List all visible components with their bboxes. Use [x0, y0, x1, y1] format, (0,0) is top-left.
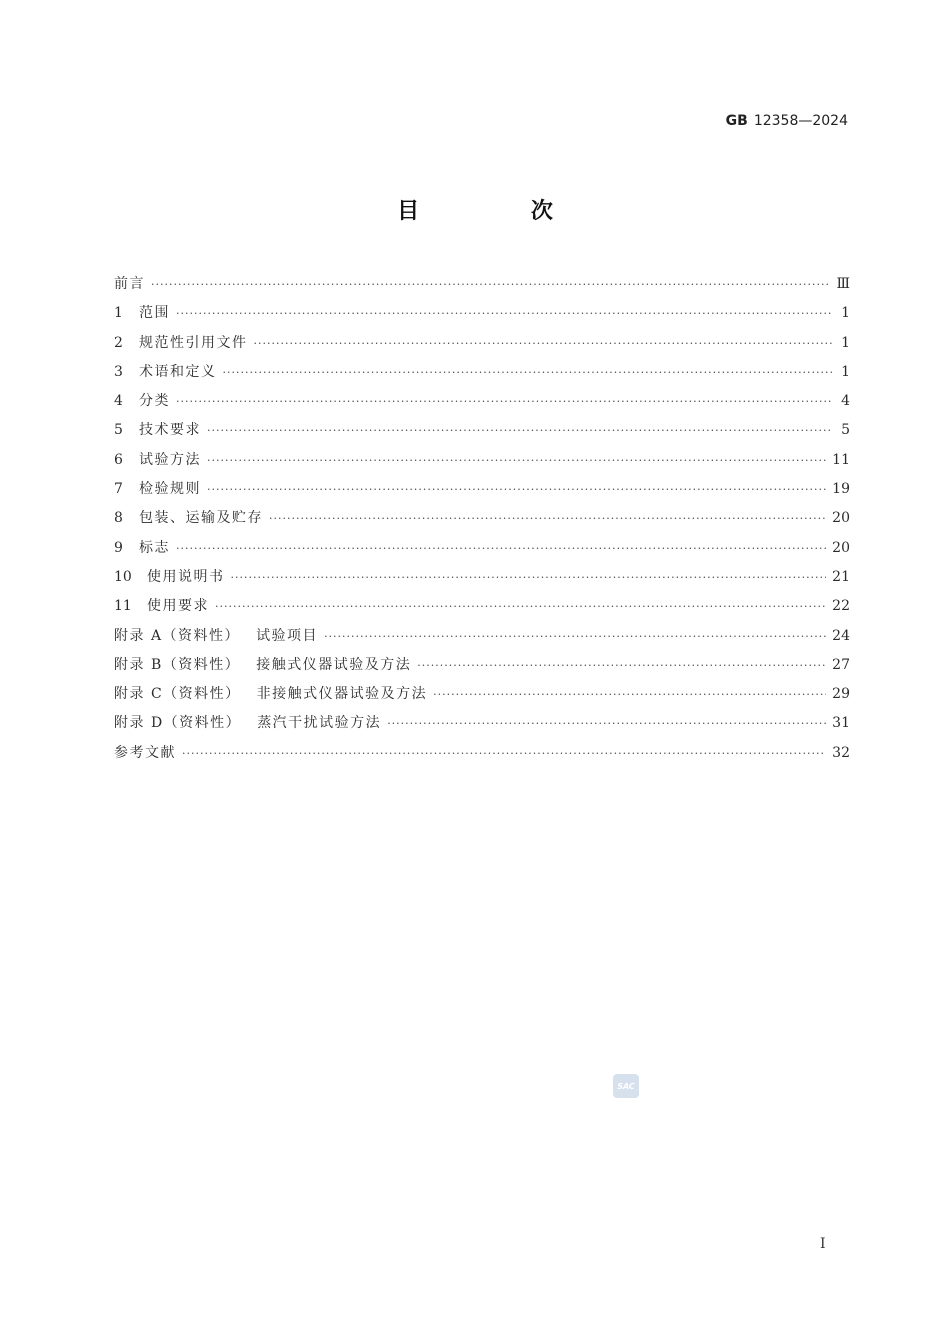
- toc-entry-label: 使用说明书: [147, 568, 225, 585]
- toc-entry-number: 6: [114, 451, 123, 468]
- toc-entry-page: 31: [832, 715, 850, 732]
- toc-leader-dots: [231, 563, 827, 592]
- toc-entry[interactable]: [114, 358, 850, 387]
- toc-leader-dots: [433, 680, 826, 709]
- toc-entry[interactable]: [114, 416, 850, 445]
- standard-code: 12358—2024: [753, 113, 848, 129]
- toc-leader-dots: [182, 739, 826, 768]
- toc-entry-number: 10: [114, 568, 132, 585]
- toc-leader-dots: [207, 416, 832, 445]
- toc-entry-subtitle: 接触式仪器试验及方法: [256, 656, 412, 673]
- toc-leader-dots: [207, 475, 826, 504]
- toc-entry-page: Ⅲ: [836, 276, 850, 292]
- toc-entry-page: 4: [841, 393, 850, 410]
- toc-entry-label: 规范性引用文件: [139, 334, 248, 351]
- watermark-text: SAC: [617, 1082, 635, 1091]
- toc-entry-subtitle: 试验项目: [256, 627, 319, 644]
- toc-entry[interactable]: [114, 563, 850, 592]
- toc-entry-label: 附录 D（资料性）: [114, 715, 242, 732]
- toc-entry-page: 1: [841, 334, 850, 351]
- toc-leader-dots: [324, 622, 826, 651]
- toc-entry[interactable]: [114, 534, 850, 563]
- toc-entry-label: 附录 A（资料性）: [114, 627, 241, 644]
- toc-entry-page: 24: [832, 627, 850, 644]
- toc-entry-number: 1: [114, 305, 123, 322]
- sac-logo-icon: [613, 1074, 639, 1098]
- toc-leader-dots: [176, 299, 832, 328]
- toc-entry-page: 29: [832, 686, 850, 703]
- toc-entry[interactable]: [114, 270, 850, 299]
- toc-entry[interactable]: [114, 387, 850, 416]
- toc-leader-dots: [215, 592, 826, 621]
- toc-entry-number: 4: [114, 393, 123, 410]
- toc-entry-number: 11: [114, 598, 132, 615]
- toc-entry-label: 包装、运输及贮存: [139, 510, 263, 527]
- toc-entry-page: 20: [832, 539, 850, 556]
- toc-leader-dots: [254, 329, 833, 358]
- toc-entry-label: 试验方法: [139, 451, 201, 468]
- toc-entry-number: 9: [114, 539, 123, 556]
- toc-leader-dots: [223, 358, 833, 387]
- toc-entry-label: 前言: [114, 276, 145, 292]
- standard-prefix: GB: [725, 113, 748, 129]
- toc-entry-page: 21: [832, 568, 850, 585]
- toc-entry-subtitle: 蒸汽干扰试验方法: [257, 715, 382, 732]
- toc-entry[interactable]: [114, 651, 850, 680]
- toc-entry-page: 11: [832, 451, 850, 468]
- page-number: I: [820, 1236, 826, 1252]
- toc-entry-number: 8: [114, 510, 123, 527]
- toc-entry-page: 19: [832, 481, 850, 498]
- toc-entry-number: 3: [114, 363, 123, 380]
- toc-entry[interactable]: [114, 504, 850, 533]
- toc-leader-dots: [176, 534, 826, 563]
- toc-entry-number: 5: [114, 422, 123, 439]
- toc-leader-dots: [387, 709, 826, 738]
- page-title: 目 次: [397, 199, 605, 224]
- toc-leader-dots: [207, 446, 826, 475]
- toc-entry-label: 术语和定义: [139, 363, 217, 380]
- toc-entry[interactable]: [114, 329, 850, 358]
- toc-entry[interactable]: [114, 299, 850, 328]
- toc-entry-page: 22: [832, 598, 850, 615]
- toc-entry-label: 范围: [139, 305, 170, 322]
- toc-entry-page: 1: [841, 305, 850, 322]
- toc-entry-label: 附录 B（资料性）: [114, 656, 241, 673]
- toc-entry[interactable]: [114, 475, 850, 504]
- standard-number: [726, 113, 848, 129]
- table-of-contents: [114, 270, 850, 768]
- toc-entry-page: 27: [832, 656, 850, 673]
- toc-entry-number: 2: [114, 334, 123, 351]
- toc-entry-label: 附录 C（资料性）: [114, 686, 241, 703]
- toc-entry[interactable]: [114, 622, 850, 651]
- toc-entry-page: 5: [841, 422, 850, 439]
- toc-entry-page: 32: [832, 744, 850, 761]
- toc-entry-label: 检验规则: [139, 481, 201, 498]
- toc-entry-page: 20: [832, 510, 850, 527]
- toc-entry-number: 7: [114, 481, 123, 498]
- toc-leader-dots: [269, 504, 826, 533]
- toc-entry[interactable]: [114, 739, 850, 768]
- toc-entry-label: 分类: [139, 393, 170, 410]
- toc-entry-label: 技术要求: [139, 422, 201, 439]
- toc-leader-dots: [151, 270, 830, 299]
- toc-entry[interactable]: [114, 709, 850, 738]
- toc-entry[interactable]: [114, 680, 850, 709]
- toc-leader-dots: [417, 651, 826, 680]
- toc-entry[interactable]: [114, 446, 850, 475]
- toc-entry-label: 标志: [139, 539, 170, 556]
- toc-leader-dots: [176, 387, 832, 416]
- toc-entry[interactable]: [114, 592, 850, 621]
- toc-entry-subtitle: 非接触式仪器试验及方法: [256, 686, 428, 703]
- toc-entry-page: 1: [841, 363, 850, 380]
- toc-entry-label: 使用要求: [147, 598, 209, 615]
- toc-entry-label: 参考文献: [114, 744, 176, 761]
